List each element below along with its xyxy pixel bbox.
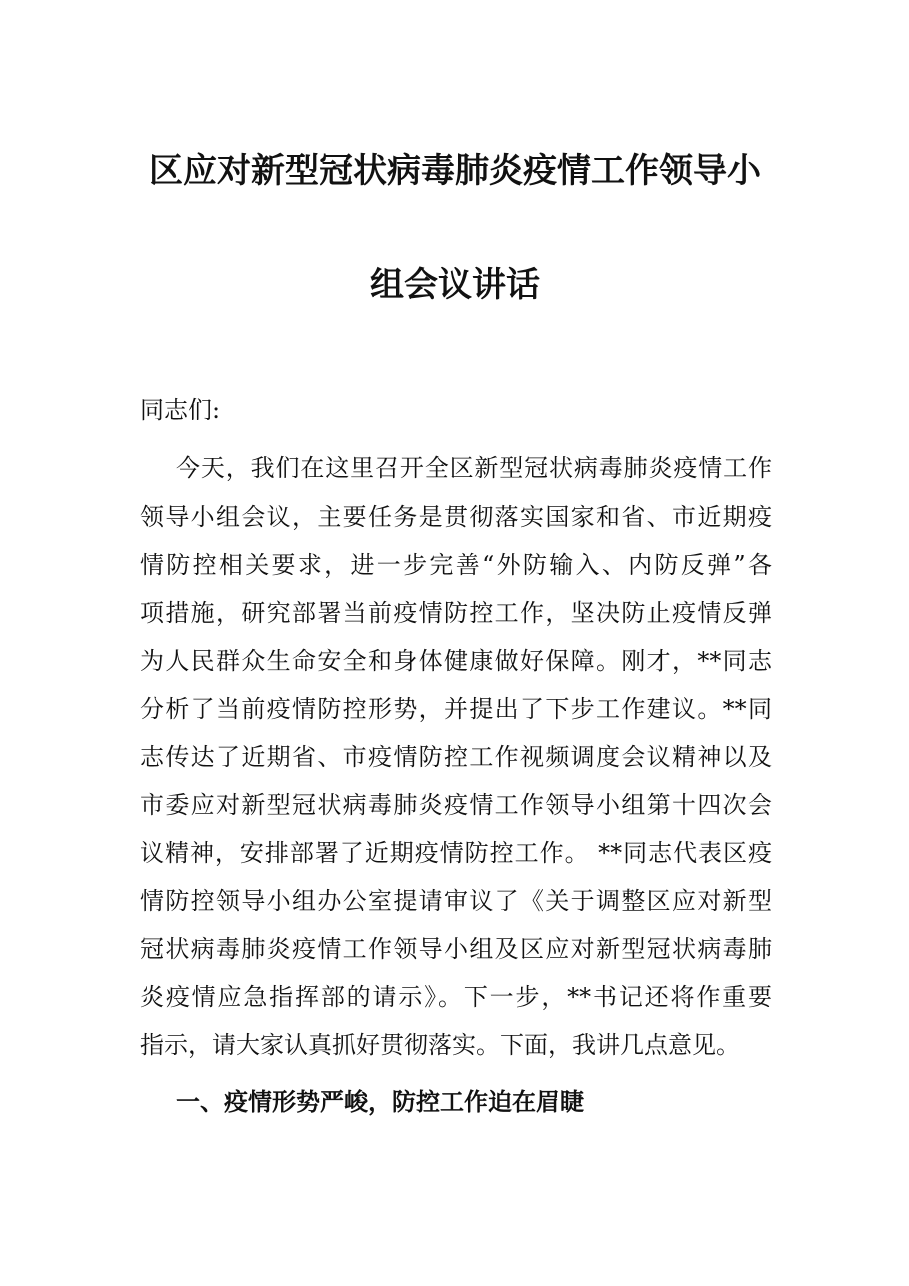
document-title-line-2: 组会议讲话 <box>370 265 540 305</box>
paragraph-line: 领导小组会议，主要任务是贯彻落实国家和省、市近期疫 <box>140 503 772 531</box>
paragraph-line: 冠状病毒肺炎疫情工作领导小组及区应对新型冠状病毒肺 <box>140 935 772 963</box>
paragraph-line: 志传达了近期省、市疫情防控工作视频调度会议精神以及 <box>140 743 772 771</box>
paragraph-line: 议精神，安排部署了近期疫情防控工作。 **同志代表区疫 <box>140 839 772 867</box>
paragraph-line: 指示，请大家认真抓好贯彻落实。下面，我讲几点意见。 <box>140 1031 740 1059</box>
paragraph-line: 情防控相关要求，进一步完善“外防输入、内防反弹”各 <box>140 551 772 579</box>
salutation: 同志们: <box>140 396 221 424</box>
paragraph-line: 今天，我们在这里召开全区新型冠状病毒肺炎疫情工作 <box>176 454 772 482</box>
paragraph-line: 情防控领导小组办公室提请审议了《关于调整区应对新型 <box>140 887 772 915</box>
paragraph-line: 项措施，研究部署当前疫情防控工作，坚决防止疫情反弹 <box>140 599 772 627</box>
paragraph-line: 市委应对新型冠状病毒肺炎疫情工作领导小组第十四次会 <box>140 791 772 819</box>
paragraph-line: 分析了当前疫情防控形势，并提出了下步工作建议。**同 <box>140 695 772 723</box>
paragraph-line: 为人民群众生命安全和身体健康做好保障。刚才，**同志 <box>140 647 772 675</box>
paragraph-line: 炎疫情应急指挥部的请示》。下一步，**书记还将作重要 <box>140 983 772 1011</box>
section-heading: 一、疫情形势严峻，防控工作迫在眉睫 <box>176 1088 584 1116</box>
document-title-line-1: 区应对新型冠状病毒肺炎疫情工作领导小 <box>149 151 761 191</box>
